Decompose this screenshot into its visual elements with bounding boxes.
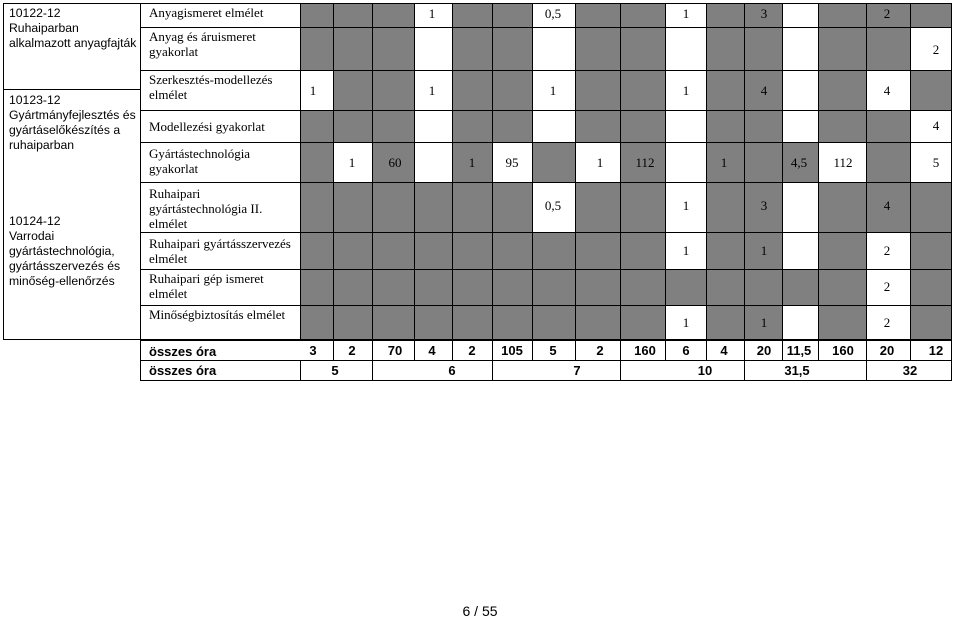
grid-cell	[818, 110, 866, 142]
cell-value: 0,5	[544, 6, 562, 21]
grade-total-value: 7	[573, 363, 581, 378]
grid-cell	[300, 182, 333, 232]
grid-cell	[910, 3, 952, 27]
grid-cell	[300, 110, 333, 142]
cell-value: 1	[309, 83, 317, 98]
grid-cell	[706, 232, 744, 269]
grid-cell	[620, 305, 665, 340]
grid-cell	[706, 70, 744, 110]
total-value: 3	[309, 343, 317, 358]
cell-value: 3	[760, 6, 768, 21]
grid-cell	[532, 232, 575, 269]
grid-cell	[910, 269, 952, 305]
grid-cell	[414, 27, 452, 70]
group-cell-10124	[3, 194, 140, 340]
grid-cell	[452, 70, 492, 110]
grid-cell	[575, 27, 620, 70]
cell-value: 2	[883, 315, 891, 330]
grid-cell	[665, 27, 706, 70]
group-title: Varrodai gyártástechnológia, gyártásszervezés és minőség-ellenőrzés	[9, 229, 121, 288]
total-value: 6	[682, 343, 690, 358]
grid-cell	[575, 269, 620, 305]
module-name: Anyag és áruismeret gyakorlat	[140, 27, 300, 70]
grid-cell	[452, 269, 492, 305]
cell-value: 1	[549, 83, 557, 98]
grid-cell	[372, 182, 414, 232]
grid-cell	[910, 305, 952, 340]
grid-cell	[818, 70, 866, 110]
group-cell-10122	[3, 3, 140, 90]
total-value: 2	[596, 343, 604, 358]
grid-cell	[532, 142, 575, 182]
cell-value: 60	[388, 155, 402, 170]
grid-cell	[910, 27, 952, 70]
grid-cell	[372, 110, 414, 142]
grid-cell	[818, 27, 866, 70]
grid-cell	[706, 305, 744, 340]
total-value: 70	[387, 343, 403, 358]
cell-value: 2	[883, 6, 891, 21]
grid-cell	[333, 305, 372, 340]
grid-cell	[333, 182, 372, 232]
cell-value: 95	[505, 155, 519, 170]
module-name: Minőségbiztosítás elmélet	[140, 305, 300, 340]
grid-cell	[532, 305, 575, 340]
cell-value: 1	[596, 155, 604, 170]
group-cell-10123	[3, 90, 140, 194]
total-value: 12	[928, 343, 944, 358]
grid-cell	[818, 232, 866, 269]
grid-cell	[782, 70, 818, 110]
module-name: Modellezési gyakorlat	[140, 110, 300, 142]
total-value: 2	[468, 343, 476, 358]
cell-value: 4	[883, 83, 891, 98]
grid-cell	[300, 142, 333, 182]
total-value: 105	[501, 343, 523, 358]
grid-cell	[665, 110, 706, 142]
grid-cell	[706, 269, 744, 305]
grid-cell	[706, 182, 744, 232]
grid-cell	[818, 182, 866, 232]
grid-cell	[620, 70, 665, 110]
grid-cell	[575, 70, 620, 110]
module-name: Szerkesztés-modellezés elmélet	[140, 70, 300, 110]
grid-cell	[782, 27, 818, 70]
cell-value: 112	[833, 155, 853, 170]
group-title: Gyártmányfejlesztés és gyártáselőkészítés a ruhaiparban	[9, 108, 136, 152]
cell-value: 1	[428, 83, 436, 98]
grid-cell	[372, 232, 414, 269]
grid-cell	[910, 182, 952, 232]
grid-cell	[532, 110, 575, 142]
grid-cell	[452, 182, 492, 232]
grid-cell	[333, 3, 372, 27]
grid-cell	[782, 3, 818, 27]
grid-cell	[492, 27, 532, 70]
cell-value: 112	[635, 155, 655, 170]
cell-value: 4,5	[790, 155, 808, 170]
cell-value: 1	[682, 315, 690, 330]
grid-cell	[532, 27, 575, 70]
grid-cell	[706, 3, 744, 27]
total-value: 4	[428, 343, 436, 358]
group-title: Ruhaiparban alkalmazott anyagfajták	[9, 21, 137, 50]
grid-cell	[575, 3, 620, 27]
grid-cell	[818, 269, 866, 305]
grid-cell	[532, 269, 575, 305]
module-name: Ruhaipari gyártásszervezés elmélet	[140, 232, 300, 269]
total-hours-label: összes óra	[149, 344, 217, 359]
grid-cell	[620, 182, 665, 232]
cell-value: 4	[932, 118, 940, 133]
total-value: 20	[879, 343, 895, 358]
grid-cell	[333, 110, 372, 142]
grid-cell	[492, 110, 532, 142]
grid-cell	[782, 110, 818, 142]
grid-cell	[665, 142, 706, 182]
grid-cell	[414, 232, 452, 269]
module-name: Anyagismeret elmélet	[140, 3, 300, 27]
grid-cell	[620, 110, 665, 142]
group-code: 10124-12	[9, 214, 61, 228]
module-name: Ruhaipari gyártástechnológia II. elmélet	[140, 182, 300, 232]
grid-cell	[300, 3, 333, 27]
cell-value: 1	[428, 6, 436, 21]
grid-cell	[333, 269, 372, 305]
grid-cell	[414, 110, 452, 142]
cell-value: 1	[760, 315, 768, 330]
grid-cell	[818, 3, 866, 27]
grid-cell	[333, 70, 372, 110]
total-value: 11,5	[786, 343, 812, 358]
grid-cell	[300, 305, 333, 340]
cell-value: 1	[468, 155, 476, 170]
grade-total-value: 31,5	[784, 363, 810, 378]
grid-cell	[620, 27, 665, 70]
grid-cell	[300, 232, 333, 269]
cell-value: 1	[682, 243, 690, 258]
grid-cell	[414, 182, 452, 232]
grid-cell	[744, 269, 782, 305]
grid-cell	[866, 27, 910, 70]
module-name: Ruhaipari gép ismeret elmélet	[140, 269, 300, 305]
grid-cell	[492, 232, 532, 269]
total-value: 160	[634, 343, 656, 358]
grid-cell	[372, 70, 414, 110]
grid-cell	[372, 27, 414, 70]
grid-cell	[818, 305, 866, 340]
cell-value: 3	[760, 198, 768, 213]
group-code: 10123-12	[9, 93, 61, 107]
total-value: 20	[756, 343, 772, 358]
grid-cell	[866, 110, 910, 142]
grade-total-value: 10	[697, 363, 713, 378]
grid-cell	[414, 142, 452, 182]
cell-value: 2	[883, 243, 891, 258]
grid-cell	[414, 269, 452, 305]
grid-cell	[620, 232, 665, 269]
grid-cell	[620, 269, 665, 305]
grid-cell	[744, 110, 782, 142]
grade-total-value: 6	[448, 363, 456, 378]
total-hours-row	[140, 340, 952, 361]
cell-value: 1	[682, 198, 690, 213]
module-name: Gyártástechnológia gyakorlat	[140, 142, 300, 182]
grid-cell	[492, 305, 532, 340]
grid-cell	[910, 142, 952, 182]
cell-value: 1	[682, 83, 690, 98]
grid-cell	[333, 27, 372, 70]
grid-cell	[910, 232, 952, 269]
grade-total-value: 32	[902, 363, 918, 378]
grid-cell	[492, 70, 532, 110]
grid-cell	[744, 142, 782, 182]
grid-cell	[452, 27, 492, 70]
grid-cell	[300, 70, 333, 110]
grid-cell	[575, 305, 620, 340]
cell-value: 1	[348, 155, 356, 170]
grid-cell	[372, 269, 414, 305]
grid-cell	[372, 3, 414, 27]
grid-cell	[452, 110, 492, 142]
grid-cell	[910, 70, 952, 110]
grid-cell	[665, 269, 706, 305]
cell-value: 2	[883, 279, 891, 294]
grid-cell	[706, 110, 744, 142]
grid-cell	[575, 182, 620, 232]
grid-cell	[575, 110, 620, 142]
cell-value: 5	[932, 155, 940, 170]
total-value: 5	[549, 343, 557, 358]
grid-cell	[782, 305, 818, 340]
grid-cell	[744, 27, 782, 70]
grid-cell	[866, 142, 910, 182]
total-grade-label: összes óra	[149, 363, 217, 378]
cell-value: 1	[720, 155, 728, 170]
total-grade-row	[140, 361, 952, 381]
grid-cell	[782, 232, 818, 269]
grade-total-value: 5	[331, 363, 339, 378]
grid-cell	[333, 232, 372, 269]
cell-value: 4	[760, 83, 768, 98]
grid-cell	[300, 269, 333, 305]
grid-cell	[452, 305, 492, 340]
total-value: 2	[348, 343, 356, 358]
grid-cell	[452, 3, 492, 27]
total-value: 160	[832, 343, 854, 358]
cell-value: 0,5	[544, 198, 562, 213]
grid-cell	[575, 232, 620, 269]
total-value: 4	[720, 343, 728, 358]
grid-cell	[492, 269, 532, 305]
cell-value: 1	[682, 6, 690, 21]
grid-cell	[452, 232, 492, 269]
cell-value: 2	[932, 42, 940, 57]
grid-cell	[782, 182, 818, 232]
grid-cell	[910, 110, 952, 142]
cell-value: 4	[883, 198, 891, 213]
group-code: 10122-12	[9, 6, 61, 20]
grid-cell	[492, 182, 532, 232]
grid-cell	[414, 305, 452, 340]
grid-cell	[706, 27, 744, 70]
grid-cell	[782, 269, 818, 305]
page-number: 6 / 55	[462, 603, 498, 619]
grid-cell	[492, 3, 532, 27]
cell-value: 1	[760, 243, 768, 258]
grid-cell	[620, 3, 665, 27]
grid-cell	[300, 27, 333, 70]
grid-cell	[372, 305, 414, 340]
